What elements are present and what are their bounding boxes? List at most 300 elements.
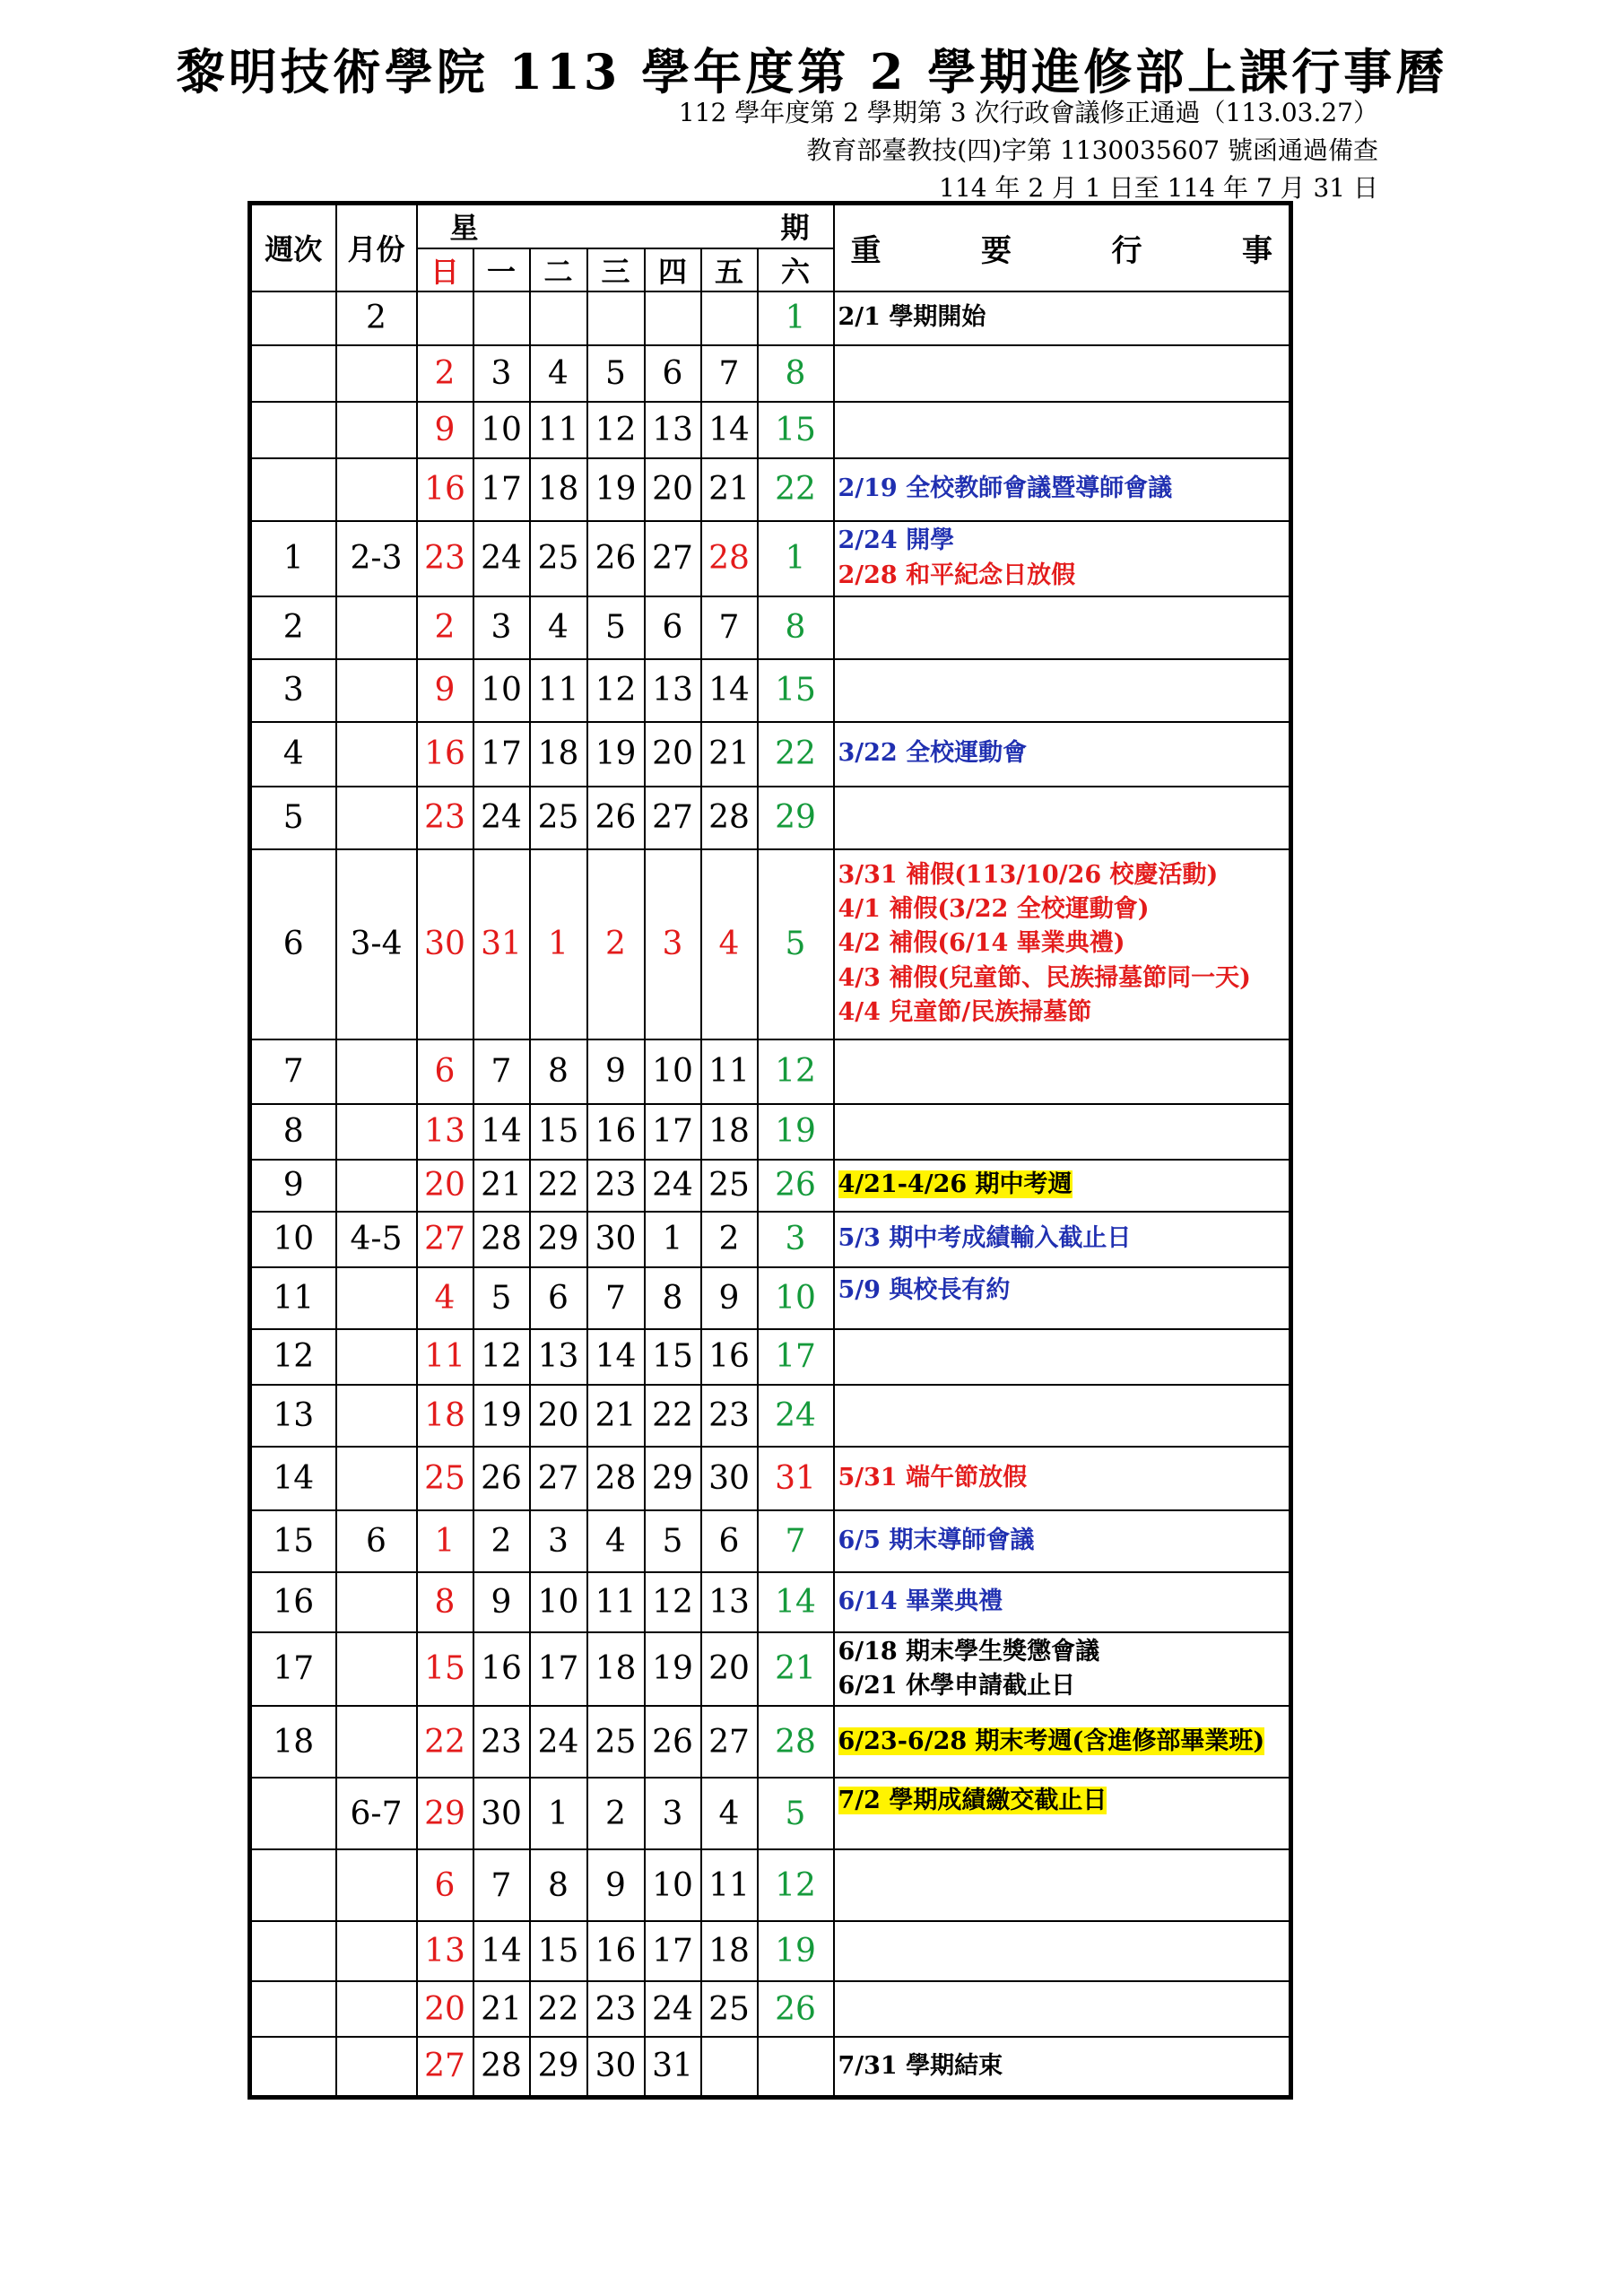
day-cell [758, 2037, 834, 2097]
event-text: 2/1 學期開始 [838, 303, 986, 332]
day-cell [645, 291, 701, 345]
month-label [336, 1849, 417, 1921]
week-row [250, 1212, 1291, 1267]
day-cell: 18 [701, 1104, 758, 1160]
events-cell [834, 1572, 1291, 1632]
header-row-1 [250, 204, 1291, 248]
day-cell: 26 [758, 1981, 834, 2037]
events-cell [834, 291, 1291, 345]
day-cell: 22 [758, 458, 834, 521]
events-cell [834, 787, 1291, 849]
day-cell: 14 [758, 1572, 834, 1632]
week-row [250, 345, 1291, 402]
day-cell: 24 [473, 787, 530, 849]
month-label [336, 2037, 417, 2097]
event-line [838, 472, 1286, 506]
event-text: 6/23-6/28 期末考週(含進修部畢業班) [838, 1726, 1265, 1755]
day-cell: 25 [530, 521, 587, 596]
event-line [838, 961, 1286, 996]
day-cell: 4 [587, 1510, 645, 1572]
day-cell: 6 [530, 1267, 587, 1329]
day-cell: 27 [417, 1212, 473, 1267]
day-cell: 6 [417, 1849, 473, 1921]
month-label [336, 1039, 417, 1104]
day-cell: 4 [530, 596, 587, 659]
day-cell: 7 [701, 345, 758, 402]
event-text: 6/18 期末學生獎懲會議 [838, 1637, 1100, 1665]
events-cell [834, 596, 1291, 659]
day-cell: 2 [417, 596, 473, 659]
day-cell: 19 [758, 1104, 834, 1160]
week-number [250, 402, 336, 458]
day-cell: 15 [758, 402, 834, 458]
day-cell: 10 [530, 1572, 587, 1632]
day-cell: 23 [417, 787, 473, 849]
day-cell: 29 [758, 787, 834, 849]
day-cell: 6 [701, 1510, 758, 1572]
day-cell: 6 [645, 345, 701, 402]
day-cell: 20 [417, 1160, 473, 1212]
day-cell: 2 [701, 1212, 758, 1267]
day-header-tue: 二 [530, 248, 587, 291]
event-text: 2/19 全校教師會議暨導師會議 [838, 474, 1173, 503]
event-text: 3/31 補假(113/10/26 校慶活動) [838, 860, 1219, 889]
day-cell: 31 [758, 1447, 834, 1510]
day-cell: 9 [587, 1849, 645, 1921]
day-cell: 13 [645, 402, 701, 458]
day-cell: 9 [701, 1267, 758, 1329]
day-cell: 21 [473, 1981, 530, 2037]
day-cell: 1 [758, 291, 834, 345]
week-number: 17 [250, 1632, 336, 1707]
day-cell: 30 [473, 1778, 530, 1849]
day-cell: 19 [758, 1921, 834, 1981]
week-row [250, 291, 1291, 345]
calendar-table [248, 201, 1293, 2100]
event-line [838, 1168, 1286, 1202]
day-cell: 17 [645, 1104, 701, 1160]
day-cell: 13 [530, 1329, 587, 1385]
events-header-char: 重 [850, 232, 881, 269]
day-cell: 11 [530, 659, 587, 722]
events-cell [834, 345, 1291, 402]
week-number: 3 [250, 659, 336, 722]
week-number [250, 1981, 336, 2037]
month-label [336, 596, 417, 659]
day-cell: 13 [701, 1572, 758, 1632]
day-cell: 9 [417, 659, 473, 722]
week-number: 18 [250, 1706, 336, 1778]
event-line [838, 1274, 1286, 1308]
week-row [250, 2037, 1291, 2097]
week-row [250, 596, 1291, 659]
day-cell: 12 [758, 1849, 834, 1921]
day-cell: 11 [701, 1849, 758, 1921]
events-cell [834, 1385, 1291, 1447]
week-row [250, 849, 1291, 1039]
week-number: 11 [250, 1267, 336, 1329]
day-cell: 11 [701, 1039, 758, 1104]
day-cell: 5 [758, 849, 834, 1039]
day-cell: 13 [645, 659, 701, 722]
day-cell: 12 [758, 1039, 834, 1104]
day-cell: 28 [473, 1212, 530, 1267]
day-cell: 24 [758, 1385, 834, 1447]
event-line [838, 1461, 1286, 1495]
day-cell: 22 [758, 722, 834, 787]
month-label [336, 1104, 417, 1160]
day-cell: 6 [645, 596, 701, 659]
approval-note: 112 學年度第 2 學期第 3 次行政會議修正通過（113.03.27） [678, 98, 1378, 127]
day-cell: 9 [473, 1572, 530, 1632]
day-cell: 1 [645, 1212, 701, 1267]
week-number: 4 [250, 722, 336, 787]
day-cell [417, 291, 473, 345]
day-cell: 28 [701, 787, 758, 849]
day-cell: 1 [417, 1510, 473, 1572]
month-label [336, 1921, 417, 1981]
event-line [838, 524, 1286, 558]
events-header-char: 要 [981, 232, 1012, 269]
day-cell: 14 [473, 1104, 530, 1160]
events-cell [834, 1447, 1291, 1510]
day-cell: 17 [473, 458, 530, 521]
month-label [336, 1267, 417, 1329]
event-text: 4/21-4/26 期中考週 [838, 1170, 1073, 1199]
day-cell [473, 291, 530, 345]
day-cell: 14 [701, 659, 758, 722]
event-text: 6/14 畢業典禮 [838, 1587, 1003, 1615]
day-cell: 4 [530, 345, 587, 402]
day-cell: 17 [758, 1329, 834, 1385]
day-cell: 16 [587, 1104, 645, 1160]
day-cell: 30 [587, 2037, 645, 2097]
events-cell [834, 1329, 1291, 1385]
day-cell: 27 [701, 1706, 758, 1778]
day-cell: 22 [530, 1160, 587, 1212]
day-cell: 16 [701, 1329, 758, 1385]
calendar-body [250, 291, 1291, 2098]
event-line [838, 736, 1286, 770]
day-cell: 26 [587, 521, 645, 596]
month-label [336, 458, 417, 521]
weekday-header-left: 星 [417, 204, 645, 248]
day-cell: 1 [758, 521, 834, 596]
day-header-thu: 四 [645, 248, 701, 291]
day-cell: 26 [473, 1447, 530, 1510]
day-cell: 26 [587, 787, 645, 849]
month-label: 4-5 [336, 1212, 417, 1267]
event-text: 6/21 休學申請截止日 [838, 1671, 1076, 1700]
day-cell: 21 [758, 1632, 834, 1707]
week-number: 14 [250, 1447, 336, 1510]
day-cell: 24 [473, 521, 530, 596]
day-cell: 31 [645, 2037, 701, 2097]
day-cell: 27 [645, 787, 701, 849]
week-number: 16 [250, 1572, 336, 1632]
week-row [250, 1778, 1291, 1849]
week-row [250, 402, 1291, 458]
day-cell: 10 [758, 1267, 834, 1329]
day-cell: 3 [645, 1778, 701, 1849]
day-cell: 11 [417, 1329, 473, 1385]
date-range: 114 年 2 月 1 日至 114 年 7 月 31 日 [939, 173, 1378, 203]
week-number: 6 [250, 849, 336, 1039]
events-cell [834, 458, 1291, 521]
day-cell: 14 [473, 1921, 530, 1981]
day-cell: 2 [473, 1510, 530, 1572]
week-number: 9 [250, 1160, 336, 1212]
week-number [250, 1921, 336, 1981]
month-label [336, 1160, 417, 1212]
day-cell: 2 [587, 1778, 645, 1849]
week-number: 15 [250, 1510, 336, 1572]
week-row [250, 1267, 1291, 1329]
month-label [336, 659, 417, 722]
day-cell: 18 [587, 1632, 645, 1707]
day-cell [701, 291, 758, 345]
events-cell [834, 1104, 1291, 1160]
week-row [250, 659, 1291, 722]
week-row [250, 1039, 1291, 1104]
day-cell: 8 [758, 596, 834, 659]
day-cell: 21 [473, 1160, 530, 1212]
event-text: 5/9 與校長有約 [838, 1275, 1011, 1304]
day-cell: 30 [587, 1212, 645, 1267]
day-cell: 19 [587, 458, 645, 521]
month-label: 2-3 [336, 521, 417, 596]
day-cell: 16 [587, 1921, 645, 1981]
month-label: 6 [336, 1510, 417, 1572]
month-label [336, 1632, 417, 1707]
week-number: 12 [250, 1329, 336, 1385]
week-number: 7 [250, 1039, 336, 1104]
week-number [250, 2037, 336, 2097]
month-label [336, 1447, 417, 1510]
event-line [838, 858, 1286, 892]
day-cell: 24 [530, 1706, 587, 1778]
day-cell: 17 [645, 1921, 701, 1981]
events-cell [834, 2037, 1291, 2097]
day-cell: 14 [587, 1329, 645, 1385]
day-cell: 19 [645, 1632, 701, 1707]
events-cell [834, 1039, 1291, 1104]
events-header-char: 事 [1242, 232, 1272, 269]
day-cell: 7 [473, 1849, 530, 1921]
week-row [250, 722, 1291, 787]
day-cell: 16 [473, 1632, 530, 1707]
events-cell [834, 659, 1291, 722]
day-cell: 18 [417, 1385, 473, 1447]
day-cell: 12 [587, 659, 645, 722]
day-cell: 29 [645, 1447, 701, 1510]
day-cell: 8 [530, 1039, 587, 1104]
day-cell: 7 [473, 1039, 530, 1104]
day-cell: 7 [758, 1510, 834, 1572]
day-cell: 9 [587, 1039, 645, 1104]
day-cell: 25 [701, 1981, 758, 2037]
event-line [838, 926, 1286, 961]
day-cell: 13 [417, 1921, 473, 1981]
day-cell: 29 [530, 2037, 587, 2097]
day-cell: 3 [645, 849, 701, 1039]
day-cell: 20 [530, 1385, 587, 1447]
week-row [250, 1329, 1291, 1385]
day-cell: 21 [587, 1385, 645, 1447]
month-label [336, 345, 417, 402]
day-cell: 8 [758, 345, 834, 402]
events-cell [834, 1212, 1291, 1267]
month-label: 3-4 [336, 849, 417, 1039]
day-cell: 27 [417, 2037, 473, 2097]
day-cell: 2 [417, 345, 473, 402]
week-row [250, 1104, 1291, 1160]
day-cell: 23 [701, 1385, 758, 1447]
day-cell: 15 [530, 1104, 587, 1160]
day-cell: 17 [530, 1632, 587, 1707]
day-cell: 25 [701, 1160, 758, 1212]
day-header-fri: 五 [701, 248, 758, 291]
day-cell: 20 [645, 722, 701, 787]
day-cell: 11 [530, 402, 587, 458]
month-label [336, 402, 417, 458]
event-line [838, 1524, 1286, 1558]
week-number [250, 1778, 336, 1849]
day-cell: 5 [645, 1510, 701, 1572]
event-text: 5/3 期中考成績輸入截止日 [838, 1224, 1132, 1253]
week-row [250, 1921, 1291, 1981]
event-line [838, 892, 1286, 926]
week-number: 8 [250, 1104, 336, 1160]
day-cell [701, 2037, 758, 2097]
event-text: 2/24 開學 [838, 526, 955, 555]
weekday-header-right: 期 [645, 204, 834, 248]
event-line [838, 1784, 1286, 1818]
week-row [250, 1849, 1291, 1921]
ministry-reference: 教育部臺教技(四)字第 1130035607 號函通過備查 [806, 135, 1378, 165]
event-line [838, 300, 1286, 335]
day-cell: 23 [587, 1160, 645, 1212]
day-cell: 15 [645, 1329, 701, 1385]
day-header-sat: 六 [758, 248, 834, 291]
day-cell: 22 [530, 1981, 587, 2037]
day-header-sun: 日 [417, 248, 473, 291]
month-label: 6-7 [336, 1778, 417, 1849]
day-cell: 18 [530, 458, 587, 521]
event-text: 6/5 期末導師會議 [838, 1526, 1035, 1554]
day-cell: 1 [530, 1778, 587, 1849]
day-cell: 14 [701, 402, 758, 458]
day-cell: 26 [645, 1706, 701, 1778]
day-cell: 22 [417, 1706, 473, 1778]
day-header-mon: 一 [473, 248, 530, 291]
week-row [250, 1385, 1291, 1447]
events-cell [834, 1510, 1291, 1572]
week-row [250, 1706, 1291, 1778]
week-number: 10 [250, 1212, 336, 1267]
events-header [834, 204, 1291, 291]
day-cell [587, 291, 645, 345]
events-cell [834, 1160, 1291, 1212]
day-cell: 15 [530, 1921, 587, 1981]
day-cell: 3 [530, 1510, 587, 1572]
day-cell: 29 [417, 1778, 473, 1849]
event-text: 7/31 學期結束 [838, 2051, 1003, 2080]
day-cell: 4 [701, 1778, 758, 1849]
day-cell: 3 [473, 596, 530, 659]
day-cell: 8 [530, 1849, 587, 1921]
day-cell: 2 [587, 849, 645, 1039]
day-cell: 20 [417, 1981, 473, 2037]
week-number: 2 [250, 596, 336, 659]
day-cell: 22 [645, 1385, 701, 1447]
day-cell: 23 [587, 1981, 645, 2037]
week-row [250, 1572, 1291, 1632]
day-cell: 23 [473, 1706, 530, 1778]
day-cell: 13 [417, 1104, 473, 1160]
page-title: 黎明技術學院 113 學年度第 2 學期進修部上課行事曆 [176, 43, 1448, 100]
day-cell: 21 [701, 722, 758, 787]
week-number [250, 291, 336, 345]
events-cell [834, 402, 1291, 458]
event-line [838, 1725, 1286, 1759]
events-cell [834, 722, 1291, 787]
week-row [250, 458, 1291, 521]
events-cell [834, 1706, 1291, 1778]
day-header-wed: 三 [587, 248, 645, 291]
day-cell: 7 [701, 596, 758, 659]
event-text: 4/4 兒童節/民族掃墓節 [838, 997, 1092, 1026]
week-number [250, 345, 336, 402]
week-row [250, 787, 1291, 849]
week-number [250, 1849, 336, 1921]
events-cell [834, 849, 1291, 1039]
day-cell: 28 [758, 1706, 834, 1778]
event-text: 7/2 學期成績繳交截止日 [838, 1787, 1107, 1815]
month-header: 月份 [336, 204, 417, 291]
day-cell: 25 [417, 1447, 473, 1510]
day-cell: 9 [417, 402, 473, 458]
events-cell [834, 521, 1291, 596]
month-label [336, 1572, 417, 1632]
day-cell: 7 [587, 1267, 645, 1329]
day-cell: 4 [417, 1267, 473, 1329]
day-cell: 5 [587, 345, 645, 402]
month-label [336, 1385, 417, 1447]
event-text: 2/28 和平紀念日放假 [838, 561, 1076, 589]
day-cell: 25 [530, 787, 587, 849]
week-header: 週次 [250, 204, 336, 291]
event-text: 5/31 端午節放假 [838, 1463, 1028, 1492]
day-cell: 10 [473, 402, 530, 458]
event-text: 4/2 補假(6/14 畢業典禮) [838, 929, 1125, 958]
events-header-char: 行 [1111, 232, 1142, 269]
day-cell: 15 [417, 1632, 473, 1707]
day-cell: 29 [530, 1212, 587, 1267]
day-cell: 17 [473, 722, 530, 787]
events-cell [834, 1921, 1291, 1981]
events-cell [834, 1778, 1291, 1849]
day-cell: 10 [473, 659, 530, 722]
day-cell: 18 [530, 722, 587, 787]
event-line [838, 2049, 1286, 2083]
event-text: 4/1 補假(3/22 全校運動會) [838, 895, 1150, 923]
day-cell: 15 [758, 659, 834, 722]
week-row [250, 1447, 1291, 1510]
week-row [250, 521, 1291, 596]
day-cell: 3 [473, 345, 530, 402]
week-row [250, 1981, 1291, 2037]
